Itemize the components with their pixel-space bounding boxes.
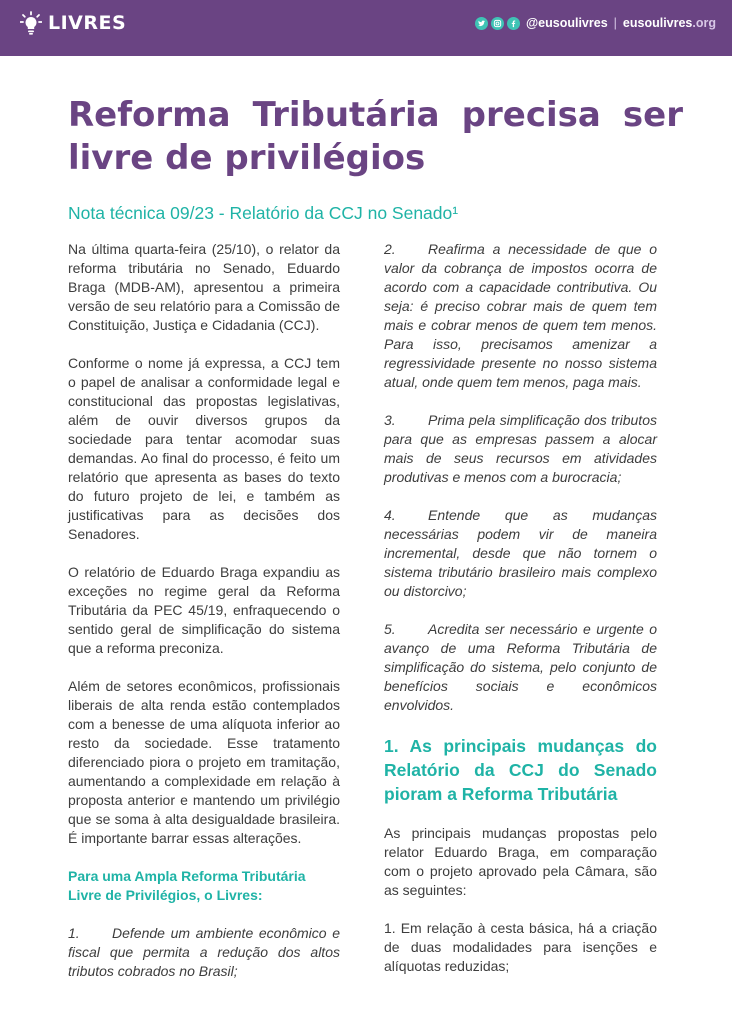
paragraph: Conforme o nome já expressa, a CCJ tem o papel de analisar a conformidade legal e constitucional das propostas legislativas, além de ouvir diversos grupos da sociedade para tentar acomodar suas demandas. Ao final do processo, é feito um relatório que apresenta as bases do texto do futuro projeto de lei, e também as justificativas para as decisões dos Senadores. (68, 355, 340, 542)
list-item (384, 506, 657, 601)
separator: | (613, 16, 617, 30)
social-links (475, 14, 716, 32)
left-column (68, 240, 340, 981)
list-item (384, 411, 657, 487)
right-column (384, 240, 657, 976)
paragraph: 1. Em relação à cesta básica, há a criação de duas modalidades para isenções e alíquotas reduzidas; (384, 920, 657, 974)
instagram-icon[interactable] (491, 17, 504, 30)
list-item-text: Prima pela simplificação dos tributos para que as empresas passem a alocar mais de seus recursos em atividades produtivas e menos com a burocracia; (384, 412, 657, 485)
list-item-number: 2. (384, 241, 396, 257)
list-item-number: 5. (384, 621, 396, 637)
list-item (384, 620, 657, 715)
title-word: precisa (461, 95, 601, 135)
site-name: eusoulivres (622, 16, 693, 30)
title-word: Tributária (252, 95, 440, 135)
list-item (68, 924, 340, 981)
paragraph: Além de setores econômicos, profissionais liberais de alta renda estão contemplados com a benesse de uma alíquota inferior ao resto da sociedade. Esse tratamento diferenciado piora o projeto em tramitação, aumentando a complexidade em relação à proposta anterior e mantendo um privilégio que se soma à alta desigualdade brasileira. É importante barrar essas alterações. (68, 678, 340, 846)
list-item (384, 240, 657, 392)
paragraph: Na última quarta-feira (25/10), o relator da reforma tributária no Senado, Eduardo Braga (MDB-AM), apresentou a primeira versão de seu relatório para a Comissão de Constituição, Justiça e Cidadania (CCJ). (68, 241, 340, 333)
facebook-icon[interactable] (507, 17, 520, 30)
subtitle: Nota técnica 09/23 - Relatório da CCJ no Senado¹ (68, 203, 459, 223)
list-heading: Para uma Ampla Reforma Tributária Livre de Privilégios, o Livres: (68, 868, 306, 903)
list-item-number: 4. (384, 507, 396, 523)
paragraph: O relatório de Eduardo Braga expandiu as exceções no regime geral da Reforma Tributária da PEC 45/19, enfraquecendo o sentido geral de simplificação do sistema que a reforma preconiza. (68, 564, 340, 656)
social-handle[interactable]: @eusoulivres (525, 16, 608, 30)
list-item-text: Defende um ambiente econômico e fiscal que permita a redução dos altos tributos cobrados no Brasil; (68, 925, 340, 979)
paragraph: As principais mudanças propostas pelo relator Eduardo Braga, em comparação com o projeto aprovado pela Câmara, são as seguintes: (384, 825, 657, 898)
title-word: ser (622, 95, 683, 135)
list-item-text: Entende que as mudanças necessárias podem vir de maneira incremental, desde que não tornem o sistema tributário brasileiro mais complexo ou distorcivo; (384, 507, 657, 599)
page-title (68, 94, 683, 180)
website-link[interactable] (623, 14, 716, 32)
title-line-1 (68, 94, 683, 137)
site-tld: .org (692, 16, 716, 30)
lightbulb-icon (20, 11, 42, 35)
twitter-icon[interactable] (475, 17, 488, 30)
title-line-2: livre de privilégios (68, 138, 426, 178)
logo-text: LIVRES (48, 12, 127, 34)
title-word: Reforma (68, 95, 231, 135)
livres-logo[interactable] (20, 11, 126, 35)
list-item-text: Reafirma a necessidade de que o valor da cobrança de impostos ocorra de acordo com a capacidade contributiva. Ou seja: é preciso cobrar mais de quem tem mais e cobrar menos de quem tem menos. Para isso, precisamos amenizar a regressividade presente no nosso sistema atual, onde quem tem menos, paga mais. (384, 241, 657, 390)
section-heading: 1. As principais mudanças do Relatório da CCJ do Senado pioram a Reforma Tributária (384, 736, 657, 804)
header-bar (0, 0, 732, 56)
list-item-number: 1. (68, 925, 80, 941)
list-item-text: Acredita ser necessário e urgente o avanço de uma Reforma Tributária de simplificação do sistema, pelo conjunto de benefícios sociais e econômicos envolvidos. (384, 621, 657, 713)
list-item-number: 3. (384, 412, 396, 428)
